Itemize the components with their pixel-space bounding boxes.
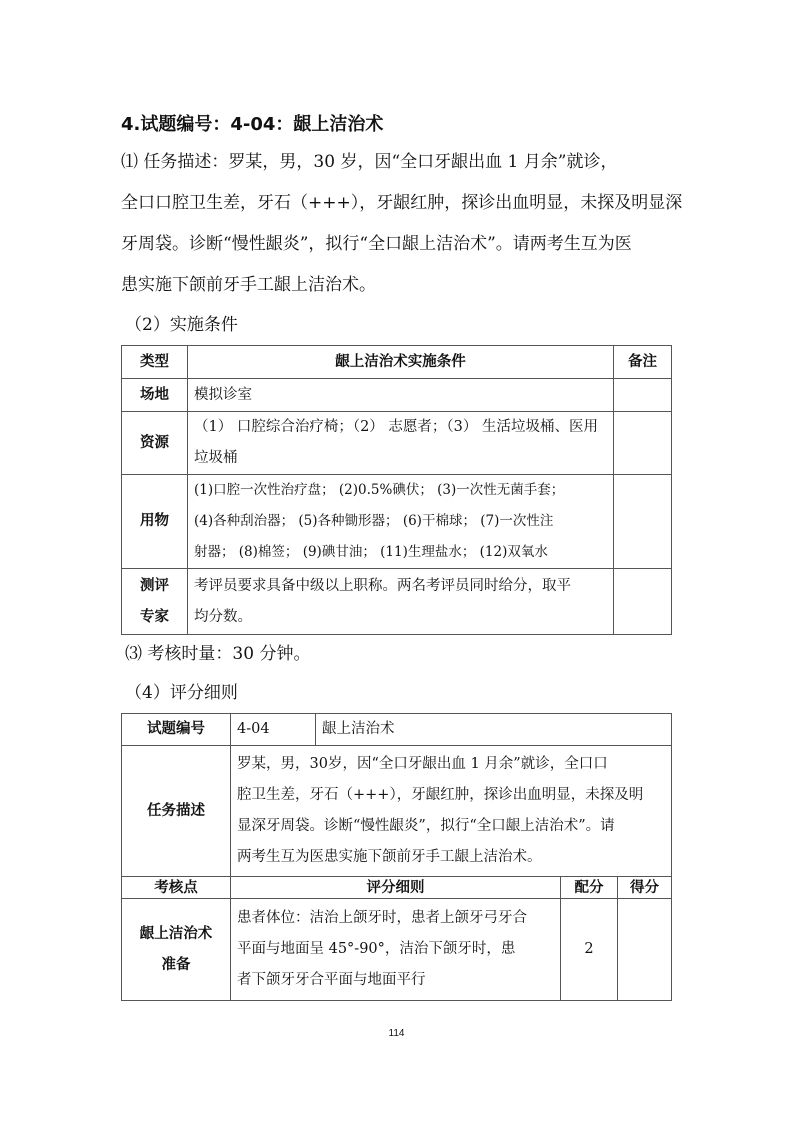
cell: 模拟诊室: [188, 379, 614, 412]
text-line: 准备: [161, 956, 191, 973]
text-line: 测评: [140, 577, 169, 594]
header-cell: 龈上洁治术实施条件: [188, 346, 614, 379]
cell: 4-04: [231, 714, 316, 746]
text-line: 均分数。: [194, 608, 252, 625]
text-line: 患者体位：洁治上颌牙时，患者上颌牙弓牙合: [237, 910, 527, 926]
cell: [188, 412, 614, 475]
section-heading: （2）实施条件: [125, 315, 238, 335]
row-label: 试题编号: [122, 714, 231, 746]
obtained-score-cell: [618, 899, 672, 1001]
table-row: [122, 412, 672, 475]
text-line: 者下颌牙牙合平面与地面平行: [237, 972, 426, 988]
section-heading: （4）评分细则: [125, 683, 238, 703]
row-label: 用物: [122, 475, 188, 569]
table-row: [122, 714, 672, 746]
text-line: （1） 口腔综合治疗椅；（2） 志愿者；（3） 生活垃圾桶、医用: [194, 419, 599, 435]
row-label: 任务描述: [122, 746, 231, 877]
note-cell: [614, 379, 672, 412]
section-heading: ⑶ 考核时量：30 分钟。: [125, 644, 311, 664]
table-header-row: [122, 346, 672, 379]
score-cell: 2: [561, 899, 618, 1001]
text-line: 患实施下颌前牙手工龈上洁治术。: [121, 275, 376, 295]
header-cell: 得分: [618, 877, 672, 899]
note-cell: [614, 412, 672, 475]
scoring-table: [121, 713, 672, 1001]
header-cell: 考核点: [122, 877, 231, 899]
text-line: 显深牙周袋。诊断“慢性龈炎”，拟行“全口龈上洁治术”。请: [237, 818, 615, 834]
header-cell: 评分细则: [231, 877, 561, 899]
page-number: 114: [388, 1028, 405, 1039]
text-line: ⑴ 任务描述：罗某，男，30 岁，因“全口牙龈出血 1 月余”就诊，: [121, 152, 618, 172]
table-row: [122, 475, 672, 569]
text-line: 罗某，男，30岁，因“全口牙龈出血 1 月余”就诊，全口口: [237, 756, 608, 772]
row-label: 场地: [122, 379, 188, 412]
cell: [231, 899, 561, 1001]
text-line: 腔卫生差，牙石（+++），牙龈红肿，探诊出血明显，未探及明: [237, 787, 644, 803]
cell: [188, 475, 614, 569]
table-row: [122, 379, 672, 412]
question-title: 4.试题编号：4-04：龈上洁治术: [121, 114, 384, 135]
text-line: (4)各种刮治器； (5)各种锄形器； (6)干棉球； (7)一次性注: [194, 513, 554, 529]
text-line: 龈上洁治术: [139, 925, 213, 942]
table-row: [122, 746, 672, 877]
text-line: 两考生互为医患实施下颌前牙手工龈上洁治术。: [237, 849, 542, 865]
text-line: 垃圾桶: [194, 450, 238, 466]
note-cell: [614, 569, 672, 635]
table-row: [122, 899, 672, 1001]
text-line: (1)口腔一次性治疗盘； (2)0.5%碘伏； (3)一次性无菌手套；: [194, 482, 565, 498]
text-line: 射器； (8)棉签； (9)碘甘油； (11)生理盐水； (12)双氧水: [194, 544, 548, 560]
text-line: 专家: [140, 608, 169, 625]
text-line: 全口口腔卫生差，牙石（+++），牙龈红肿，探诊出血明显，未探及明显深: [121, 193, 683, 213]
header-cell: 备注: [614, 346, 672, 379]
row-label: [122, 899, 231, 1001]
text-line: 考评员要求具备中级以上职称。两名考评员同时给分，取平: [194, 577, 571, 594]
header-cell: 类型: [122, 346, 188, 379]
conditions-table: [121, 345, 672, 635]
cell: 龈上洁治术: [316, 714, 672, 746]
table-header-row: [122, 877, 672, 899]
note-cell: [614, 475, 672, 569]
table-row: [122, 569, 672, 635]
cell: [188, 569, 614, 635]
row-label: [122, 569, 188, 635]
header-cell: 配分: [561, 877, 618, 899]
cell: [231, 746, 672, 877]
task-description: [121, 142, 682, 306]
row-label: 资源: [122, 412, 188, 475]
text-line: 平面与地面呈 45°-90°，洁治下颌牙时，患: [237, 941, 516, 957]
text-line: 牙周袋。诊断“慢性龈炎”，拟行“全口龈上洁治术”。请两考生互为医: [121, 234, 632, 254]
